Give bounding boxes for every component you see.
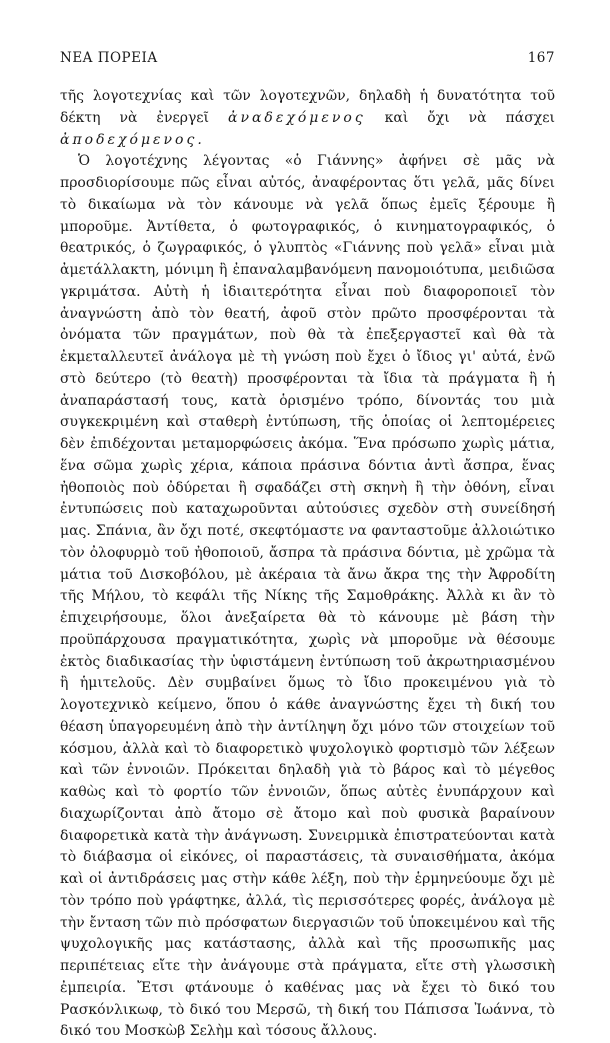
- emphasized-word: ἀποδεχόμενος.: [60, 131, 205, 148]
- text-run: καὶ ὄχι νὰ πάσχει: [365, 109, 555, 126]
- body-text: [60, 86, 555, 1043]
- running-title: ΝΕΑ ΠΟΡΕΙΑ: [60, 50, 158, 66]
- paragraph: Ὁ λογοτέχνης λέγοντας «ὁ Γιάννης» ἀφήνει σὲ μᾶς νὰ προσδιορίσουμε πῶς εἶναι αὐτός, ἀναφέροντας ὅτι γελᾶ, μᾶς δίνει τὸ δικαίωμα νὰ τὸν κάνουμε νὰ γελᾶ ὅπως ἐμεῖς ξέρουμε ἢ μποροῦμε. Ἀντίθετα, ὁ φωτογραφικός, ὁ κινηματογραφικός, ὁ θεατρικός, ὁ ζωγραφικός, ὁ γλυπτὸς «Γιάννης ποὺ γελᾶ» εἶναι μιὰ ἀμετάλλακτη, μόνιμη ἢ ἐπαναλαμβανόμενη πανομοιότυπα, μειδιῶσα γκριμάτσα. Αὐτὴ ἡ ἰδιαιτερότητα εἶναι ποὺ διαφοροποιεῖ τὸν ἀναγνώστη ἀπὸ τὸν θεατή, ἀφοῦ στὸν πρῶτο προσφέρονται τὰ ὀνόματα τῶν πραγμάτων, ποὺ θὰ τὰ ἐπεξεργαστεῖ καὶ θὰ τὰ ἐκμεταλλευτεῖ ἀνάλογα μὲ τὴ γνώση ποὺ ἔχει ὁ ἴδιος γι' αὐτά, ἐνῶ στὸ δεύτερο (τὸ θεατὴ) προσφέρονται τὰ ἴδια τὰ πράγματα ἢ ἡ ἀναπαράστασή τους, κατὰ ὁρισμένο τρόπο, δίνοντάς του μιὰ συγκεκριμένη καὶ σταθερὴ ἐντύπωση, τῆς ὁποίας οἱ λεπτομέρειες δὲν ἐπιδέχονται μεταμορφώσεις ἀκόμα. Ἕνα πρόσωπο χωρὶς μάτια, ἕνα σῶμα χωρὶς χέρια, κάποια πράσινα δόντια ἀντὶ ἄσπρα, ἕνας ἠθοποιὸς ποὺ ὀδύρεται ἢ σφαδάζει στὴ σκηνὴ ἢ τὴν ὀθόνη, εἶναι ἐντυπώσεις ποὺ καταχωροῦνται αὐτούσιες σχεδὸν στὴ συνείδησή μας. Σπάνια, ἂν ὄχι ποτέ, σκεφτόμαστε να φανταστοῦμε ἀλλοιώτικο τὸν ὀλοφυρμὸ τοῦ ἠθοποιοῦ, ἄσπρα τὰ πράσινα δόντια, μὲ χρῶμα τὰ μάτια τοῦ Δισκοβόλου, μὲ ἀκέραια τὰ ἄνω ἄκρα της τὴν Ἀφροδίτη τῆς Μήλου, τὸ κεφάλι τῆς Νίκης τῆς Σαμοθράκης. Ἀλλὰ κι ἂν τὸ ἐπιχειρήσουμε, ὅλοι ἀνεξαίρετα θὰ τὸ κάνουμε μὲ βάση τὴν προϋπάρχουσα πραγματικότητα, χωρὶς νὰ μποροῦμε νὰ θέσουμε ἐκτὸς διαδικασίας τὴν ὑφιστάμενη ἐντύπωση τοῦ ἀκρωτηριασμένου ἢ ἡμιτελοῦς. Δὲν συμβαίνει ὅμως τὸ ἴδιο προκειμένου γιὰ τὸ λογοτεχνικὸ κείμενο, ὅπου ὁ κάθε ἀναγνώστης ἔχει τὴ δική του θέαση ὑπαγορευμένη ἀπὸ τὴν ἀντίληψη ὄχι μόνο τῶν στοιχείων τοῦ κόσμου, ἀλλὰ καὶ τὸ διαφορετικὸ ψυχολογικὸ φορτισμὸ τῶν λέξεων καὶ τῶν ἐννοιῶν. Πρόκειται δηλαδὴ γιὰ τὸ βάρος καὶ τὸ μέγεθος καθὼς καὶ τὸ φορτίο τῶν ἐννοιῶν, ὅπως αὐτὲς ἐνυπάρχουν καὶ διαχωρίζονται ἀπὸ ἄτομο σὲ ἄτομο καὶ ποὺ φυσικὰ βαραίνουν διαφορετικὰ κατὰ τὴν ἀνάγνωση. Συνειρμικὰ ἐπιστρατεύονται κατὰ τὸ διάβασμα οἱ εἰκόνες, οἱ παραστάσεις, τὰ συναισθήματα, ἀκόμα καὶ οἱ ἀντιδράσεις μας στὴν κάθε λέξη, ποὺ τὴν ἑρμηνεύουμε ὄχι μὲ τὸν τρόπο ποὺ γράφτηκε, ἀλλά, τὶς περισσότερες φορές, ἀνάλογα μὲ τὴν ἔνταση τῶν πιὸ πρόσφατων διεργασιῶν τοῦ ὑποκειμένου καὶ τῆς ψυχολογικῆς μας κατάστασης, ἀλλὰ καὶ τῆς προσωπικῆς μας περιπέτειας εἴτε τὴν ἀνάγουμε στὰ πράγματα, εἴτε στὴ γλωσσικὴ ἐμπειρία. Ἔτσι φτάνουμε ὁ καθένας μας νὰ ἔχει τὸ δικό του Ρασκόνλικωφ, τὸ δικό του Μερσῶ, τὴ δική του Πάπισσα Ἰωάννα, τὸ δικό του Μοσκὼβ Σελὴμ καὶ τόσους ἄλλους.: [60, 153, 555, 1040]
- running-header: [60, 50, 555, 66]
- book-page: [60, 50, 555, 1043]
- text-run: τῆς λογοτεχνίας καὶ τῶν λογοτεχνῶν, δηλαδὴ ἡ δυνατότητα τοῦ δέκτη νὰ ἐνεργεῖ: [60, 88, 555, 126]
- emphasized-word: ἀναδεχόμενος: [228, 109, 366, 126]
- page-number: 167: [527, 50, 555, 66]
- paragraph-continuation: [60, 86, 555, 151]
